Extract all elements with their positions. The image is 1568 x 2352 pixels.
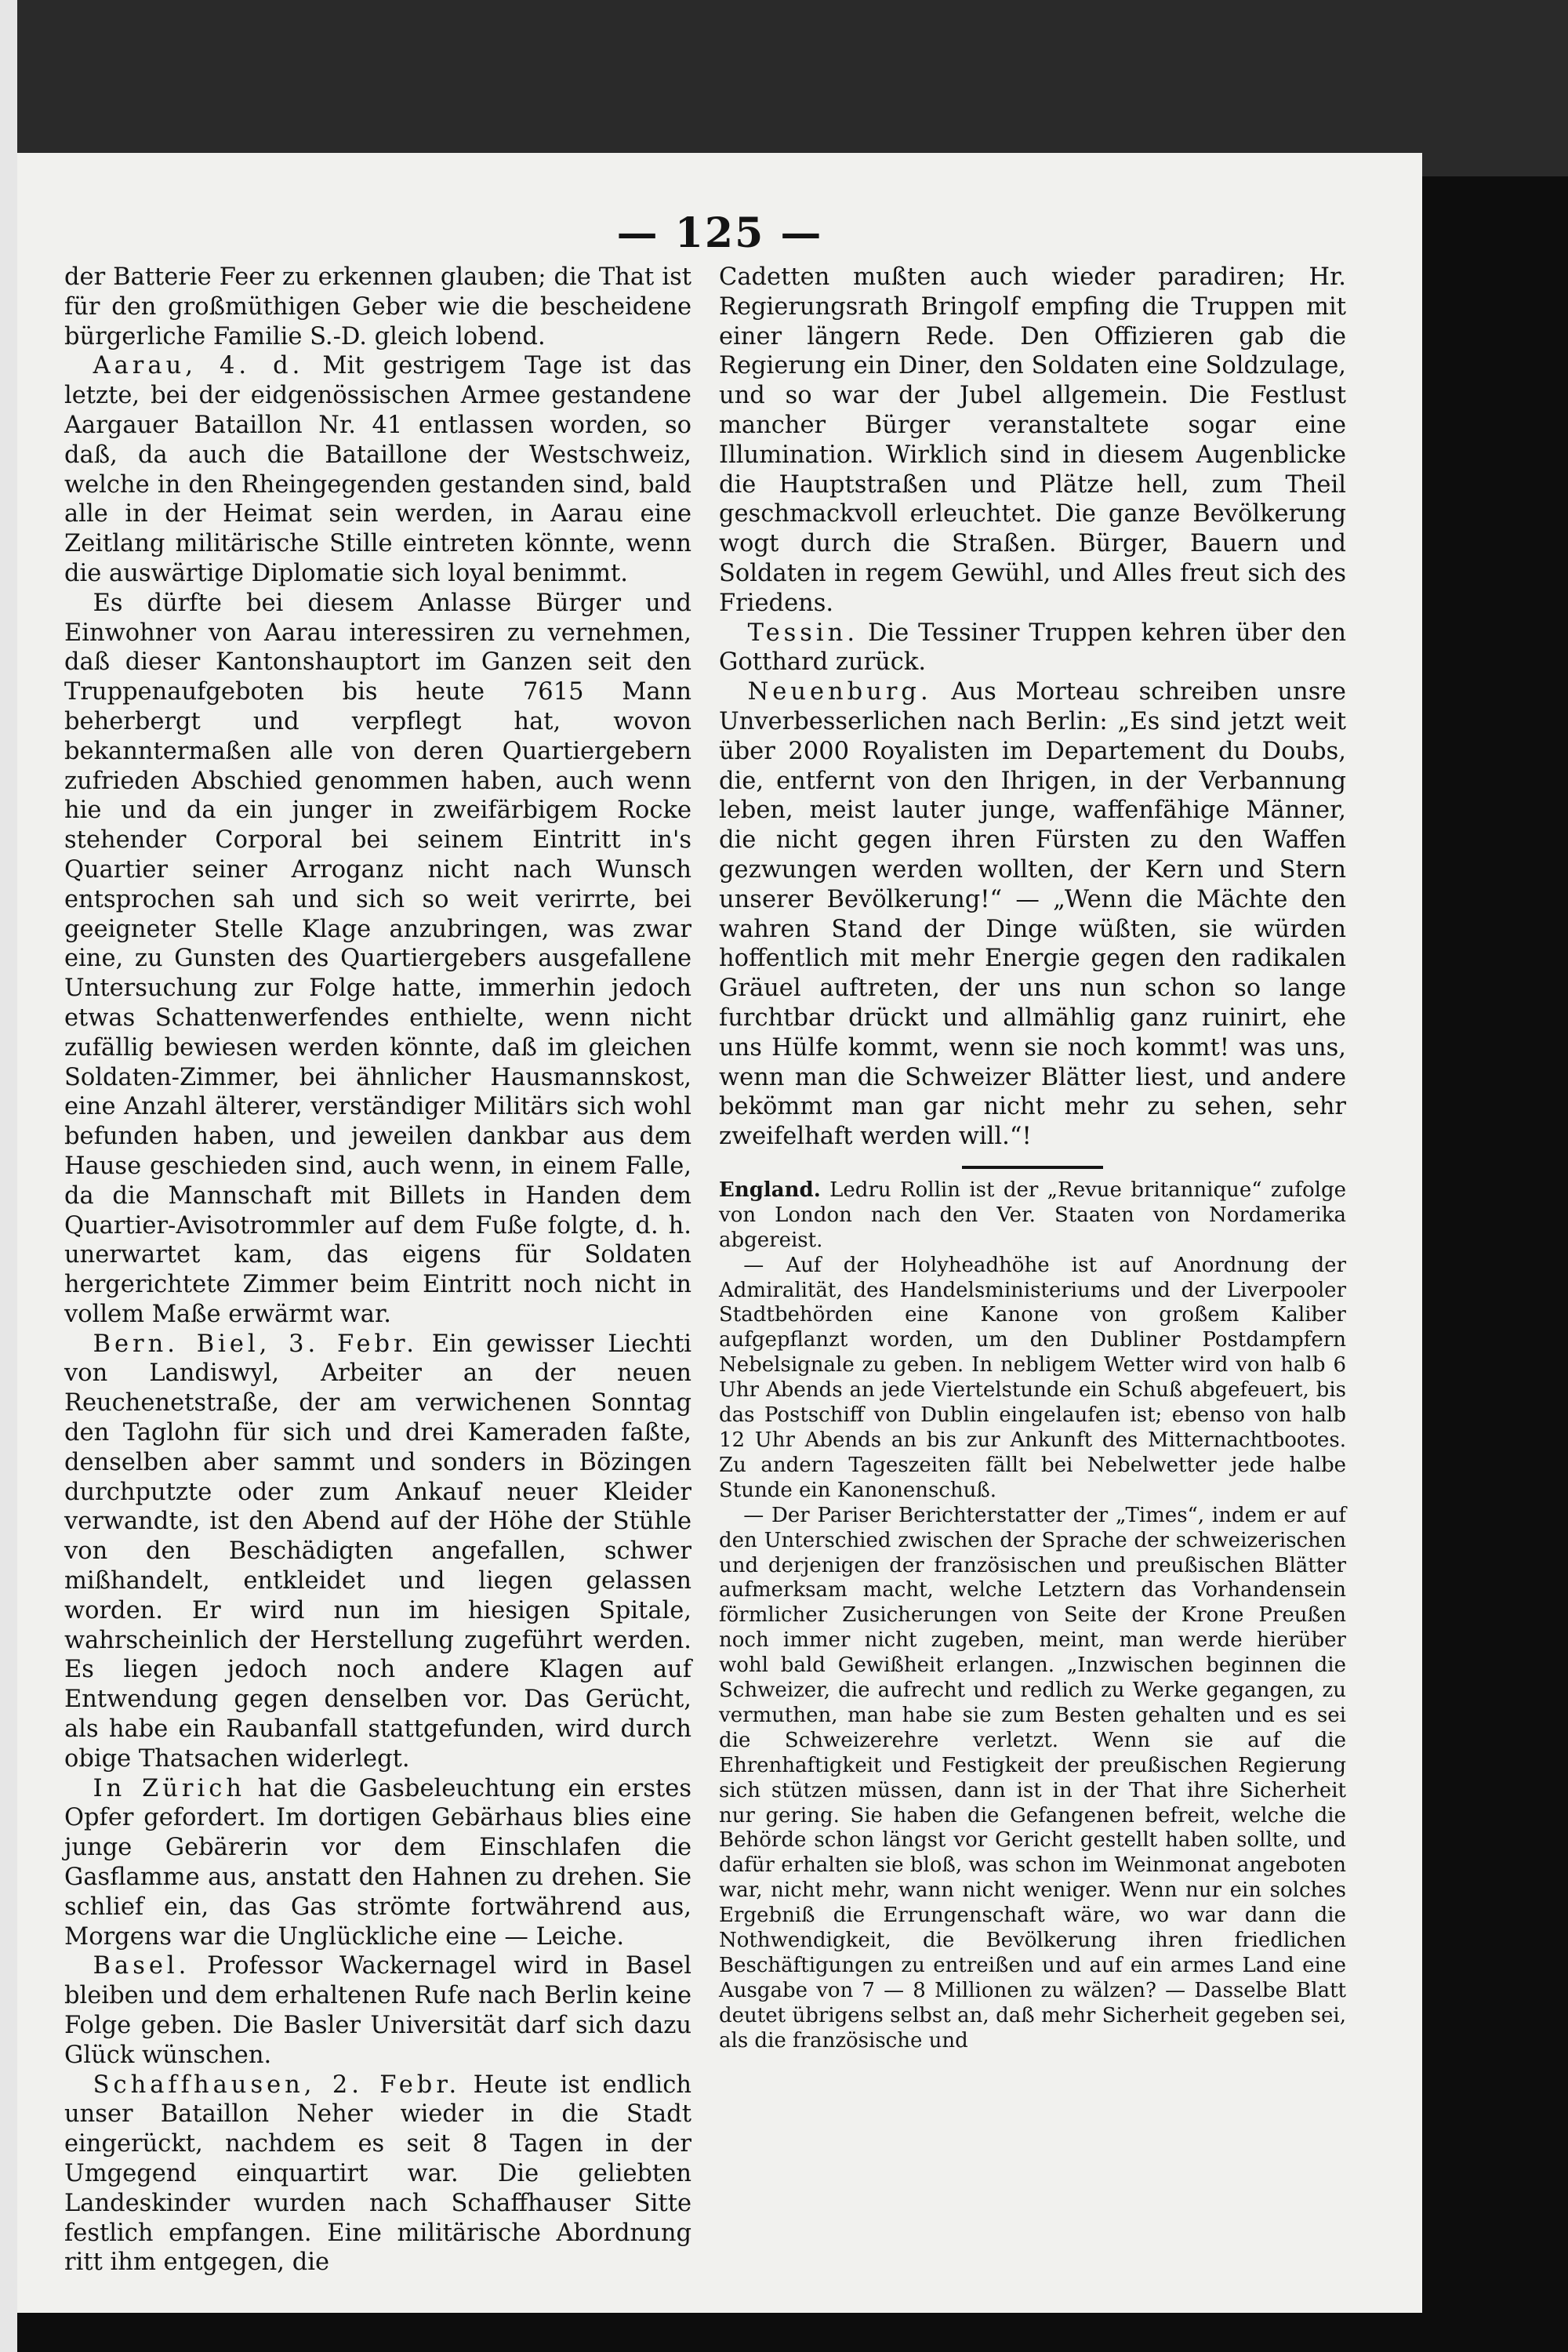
left-column-paragraph <box>64 589 691 1330</box>
left-column <box>64 263 691 2278</box>
left-column-paragraph <box>64 2071 691 2278</box>
paragraph-text: der Batterie Feer zu erkennen glauben; die That ist für den großmüthigen Geber wie die bescheidene bürgerliche Familie S.-D. gleich lobend. <box>64 263 691 350</box>
right-column-paragraph <box>719 619 1346 678</box>
scan-edge <box>0 0 17 2352</box>
paragraph-text: hat die Gasbeleuchtung ein erstes Opfer gefordert. Im dortigen Gebärhaus blies eine junge Gebärerin vor dem Einschlafen die Gasflamme aus, anstatt den Hahnen zu drehen. Sie schlief ein, das Gas strömte fortwährend aus, Morgens war die Unglückliche eine — Leiche. <box>64 1774 691 1951</box>
paragraph-text: — Der Pariser Berichterstatter der „Times“, indem er auf den Unterschied zwischen der Sprache der schweizerischen und derjenigen der französischen und preußischen Blätter aufmerksam macht, welche Letztern das Vorhandensein förmlicher Zusicherungen von Seite der Krone Preußen noch immer nicht zugeben, meint, man werde hierüber wohl bald Gewißheit erlangen. „Inzwischen beginnen die Schweizer, die aufrecht und redlich zu Werke gegangen, zu vermuthen, man habe sie zum Besten gehalten und es sei die Schweizerehre verletzt. Wenn sie auf die Ehrenhaftigkeit und Festigkeit der preußischen Regierung sich stützen müssen, dann ist in der That ihre Sicherheit nur gering. Sie haben die Gefangenen befreit, welche die Behörde schon längst vor Gericht gestellt haben sollte, und dafür erhalten sie bloß, was schon im Weinmonat angeboten war, nicht mehr, wann nicht weniger. Wenn nur ein solches Ergebniß die Errungenschaft wäre, wo war dann die Nothwendigkeit, die Bevölkerung ihren friedlichen Beschäftigungen zu entreißen und auf ein armes Land eine Ausgabe von 7 — 8 Millionen zu wälzen? — Dasselbe Blatt deutet übrigens selbst an, daß mehr Sicherheit gegeben sei, als die französische und <box>719 1503 1346 2053</box>
paragraph-text: — Auf der Holyheadhöhe ist auf Anordnung der Admiralität, des Handelsministeriums und der Liverpooler Stadtbehörden eine Kanone von großem Kaliber aufgepflanzt worden, um den Dubliner Postdampfern Nebelsignale zu geben. In nebligem Wetter wird von halb 6 Uhr Abends an jede Viertelstunde ein Schuß abgefeuert, bis das Postschiff von Dublin eingelaufen ist; ebenso von halb 12 Uhr Abends an bis zur Ankunft des Mitternachtbootes. Zu andern Tageszeiten fällt bei Nebelwetter jede halbe Stunde ein Kanonenschuß. <box>719 1253 1346 1502</box>
left-column-paragraph <box>64 1951 691 2070</box>
paragraph-text: Die Tessiner Truppen kehren über den Gotthard zurück. <box>719 619 1346 677</box>
england-section <box>719 1178 1346 2054</box>
right-column <box>719 263 1346 2054</box>
dateline: Tessin. <box>747 619 859 647</box>
paragraph-text: Aus Morteau schreiben unsre Unverbesserlichen nach Berlin: „Es sind jetzt weit über 2000 Royalisten im Departement du Doubs, die, entfernt von den Ihrigen, in der Verbannung leben, meist lauter junge, waffenfähige Männer, die nicht gegen ihren Fürsten zu den Waffen gezwungen werden wollten, der Kern und Stern unserer Bevölkerung!“ — „Wenn die Mächte den wahren Stand der Dinge wüßten, sie würden hoffentlich mit mehr Energie gegen den radikalen Gräuel auftreten, der uns nun schon so lange furchtbar drückt und allmählig ganz ruinirt, ehe uns Hülfe kommt, wenn sie noch kommt! was uns, wenn man die Schweizer Blätter liest, und andere bekömmt man gar nicht mehr zu sehen, sehr zweifelhaft werden will.“! <box>719 678 1346 1151</box>
left-column-paragraph <box>64 1774 691 1952</box>
dateline: England. <box>719 1178 821 1202</box>
right-column-paragraph <box>719 677 1346 1152</box>
scan-background <box>0 0 1568 176</box>
dateline: Aarau, 4. d. <box>93 352 304 380</box>
england-paragraph <box>719 1178 1346 1254</box>
paragraph-text: Ledru Rollin ist der „Revue britannique“ zufolge von London nach den Ver. Staaten von Nordamerika abgereist. <box>719 1178 1346 1252</box>
england-paragraph <box>719 1254 1346 1504</box>
right-column-paragraph <box>719 263 1346 619</box>
dateline: Neuenburg. <box>747 678 932 706</box>
right-column-news <box>719 263 1346 1152</box>
dateline: In Zürich <box>93 1774 245 1802</box>
dateline: Basel. <box>93 1952 191 1980</box>
paragraph-text: Ein gewisser Liechti von Landiswyl, Arbeiter an der neuen Reuchenetstraße, der am verwichenen Sonntag den Taglohn für sich und drei Kameraden faßte, denselben aber sammt und sonders in Bözingen durchputzte oder zum Ankauf neuer Kleider verwandte, ist den Abend auf der Höhe der Stühle von den Beschädigten angefallen, schwer mißhandelt, entkleidet und liegen gelassen worden. Er wird nun im hiesigen Spitale, wahrscheinlich der Herstellung zugeführt werden. Es liegen jedoch noch andere Klagen auf Entwendung gegen denselben vor. Das Gerücht, als habe ein Raubanfall stattgefunden, wird durch obige Thatsachen widerlegt. <box>64 1330 691 1773</box>
left-column-paragraph <box>64 351 691 588</box>
paragraph-text: Professor Wackernagel wird in Basel bleiben und dem erhaltenen Rufe nach Berlin keine Folge geben. Die Basler Universität darf sich dazu Glück wünschen. <box>64 1952 691 2069</box>
paragraph-text: Cadetten mußten auch wieder paradiren; Hr. Regierungsrath Bringolf empfing die Truppen mit einer längern Rede. Den Offizieren gab die Regierung ein Diner, den Soldaten eine Soldzulage, und so war der Jubel allgemein. Die Festlust mancher Bürger veranstaltete sogar eine Illumination. Wirklich sind in diesem Augenblicke die Hauptstraßen und Plätze hell, zum Theil geschmackvoll erleuchtet. Die ganze Bevölkerung wogt durch die Straßen. Bürger, Bauern und Soldaten in regem Gewühl, und Alles freut sich des Friedens. <box>719 263 1346 617</box>
paragraph-text: Es dürfte bei diesem Anlasse Bürger und Einwohner von Aarau interessiren zu vernehmen, daß dieser Kantonshauptort im Ganzen seit den Truppenaufgeboten bis heute 7615 Mann beherbergt und verpflegt hat, wovon bekanntermaßen alle von deren Quartiergebern zufrieden Abschied genommen haben, auch wenn hie und da ein junger in zweifärbigem Rocke stehender Corporal bei seinem Eintritt in's Quartier seiner Arroganz nicht nach Wunsch entsprochen sah und sich so weit verirrte, bei geeigneter Stelle Klage anzubringen, was zwar eine, zu Gunsten des Quartiergebers ausgefallene Untersuchung zur Folge hatte, immerhin jedoch etwas Schattenwerfendes enthielte, wenn nicht zufällig bewiesen werden könnte, daß im gleichen Soldaten-Zimmer, bei ähnlicher Hausmannskost, eine Anzahl älterer, verständiger Militärs sich wohl befunden haben, und jeweilen dankbar aus dem Hause geschieden sind, auch wenn, in einem Falle, da die Mannschaft mit Billets in Handen dem Quartier-Avisotrommler auf dem Fuße folgte, d. h. unerwartet kam, das eigens für Soldaten hergerichtete Zimmer beim Eintritt noch nicht in vollem Maße erwärmt war. <box>64 589 691 1328</box>
dateline: Schaffhausen, 2. Febr. <box>93 2071 461 2099</box>
paragraph-text: Mit gestrigem Tage ist das letzte, bei der eidgenössischen Armee gestandene Aargauer Bataillon Nr. 41 entlassen worden, so daß, da auch die Bataillone der Westschweiz, welche in den Rheingegenden gestanden sind, bald alle in der Heimat sein werden, in Aarau eine Zeitlang militärische Stille eintreten könnte, wenn die auswärtige Diplomatie sich loyal benimmt. <box>64 352 691 587</box>
newspaper-page <box>17 153 1422 2313</box>
england-paragraph <box>719 1504 1346 2054</box>
page-number: — 125 — <box>616 209 823 257</box>
left-column-paragraph <box>64 263 691 351</box>
paragraph-text: Heute ist endlich unser Bataillon Neher wieder in die Stadt eingerückt, nachdem es seit 8 Tagen in der Umgegend einquartirt war. Die geliebten Landeskinder wurden nach Schaffhauser Sitte festlich empfangen. Eine militärische Abordnung ritt ihm entgegen, die <box>64 2071 691 2277</box>
section-divider <box>962 1166 1103 1169</box>
left-column-paragraph <box>64 1330 691 1774</box>
dateline: Bern. Biel, 3. Febr. <box>93 1330 418 1358</box>
